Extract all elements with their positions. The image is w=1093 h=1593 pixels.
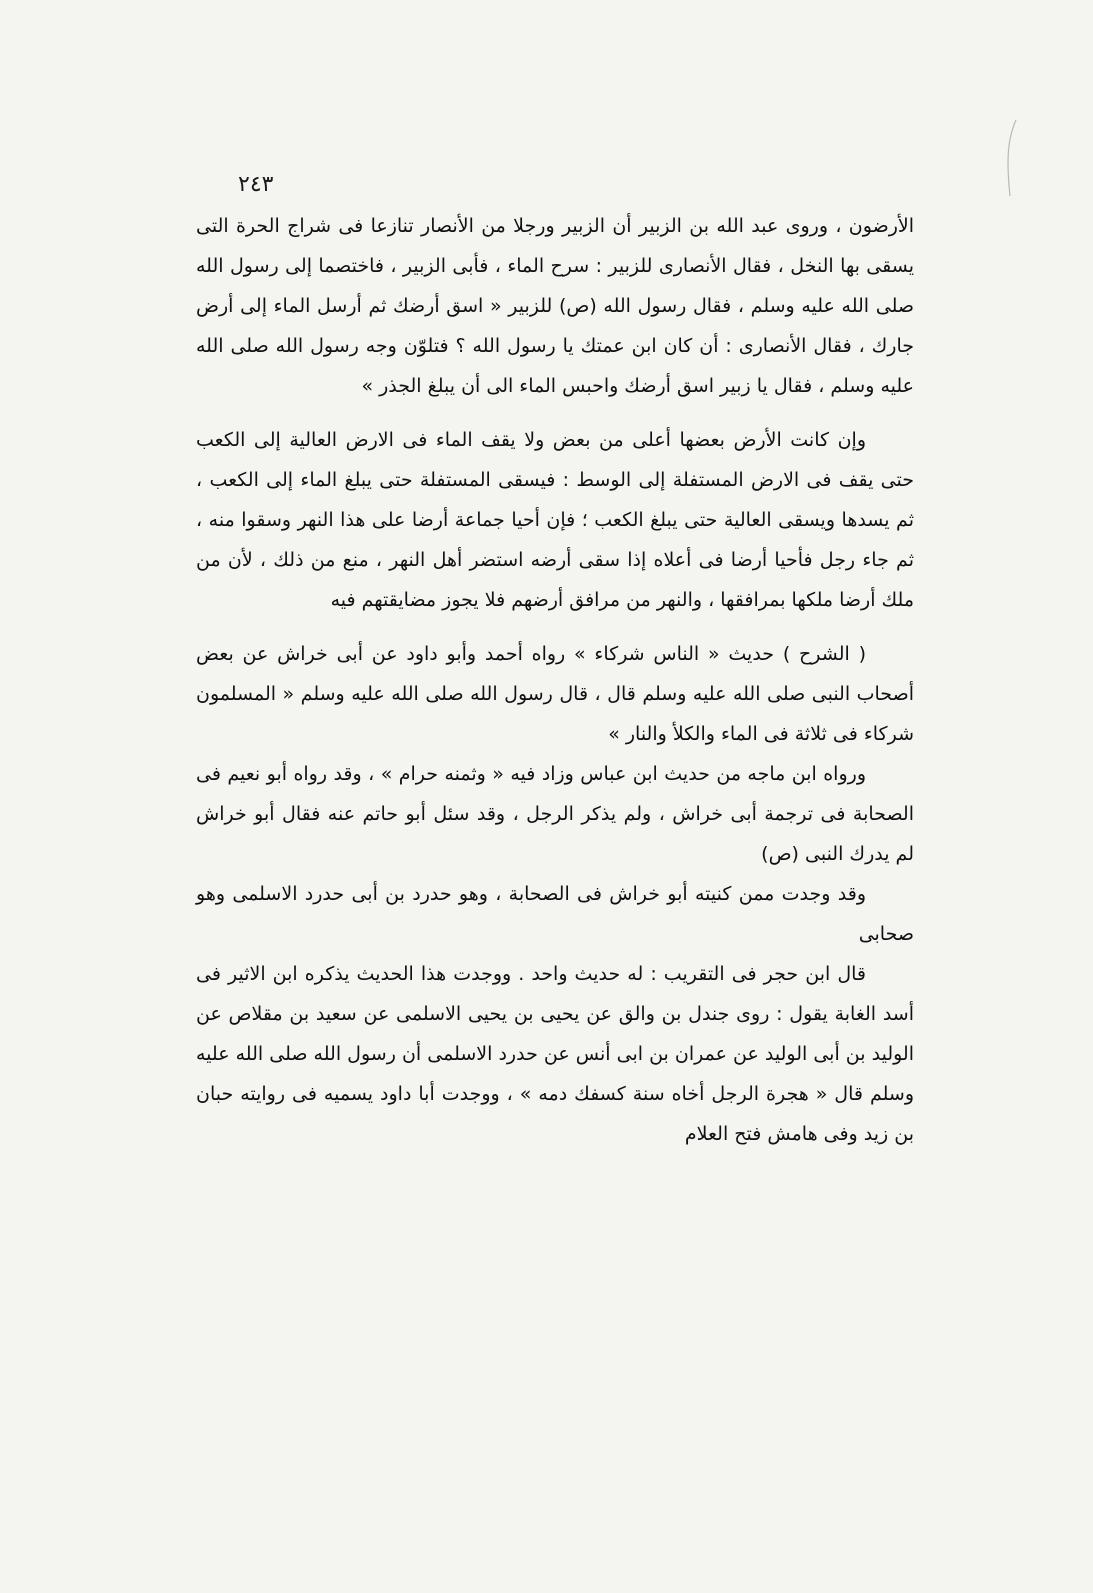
paragraph-2: وإن كانت الأرض بعضها أعلى من بعض ولا يقف الماء فى الارض العالية إلى الكعب حتى يقف فى الارض المستفلة إلى الوسط : فيسقى المستفلة حتى يبلغ الماء إلى الكعب ، ثم يسدها ويسقى العالية حتى يبلغ الكعب ؛ فإن أحيا جماعة أرضا على هذا النهر وسقوا منه ، ثم جاء رجل فأحيا أرضا فى أعلاه إذا سقى أرضه استضر أهل النهر ، منع من ذلك ، لأن من ملك أرضا ملكها بمرافقها ، والنهر من مرافق أرضهم فلا يجوز مضايقتهم فيه <box>196 429 914 611</box>
text-body <box>196 206 914 1154</box>
paragraph-6: قال ابن حجر فى التقريب : له حديث واحد . ووجدت هذا الحديث يذكره ابن الاثير فى أسد الغابة يقول : روى جندل بن والق عن يحيى بن يحيى الاسلمى عن سعيد بن مقلاص عن الوليد بن أبى الوليد عن عمران بن ابى أنس عن حدرد الاسلمى أن رسول الله صلى الله عليه وسلم قال « هجرة الرجل أخاه سنة كسفك دمه » ، ووجدت أبا داود يسميه فى روايته حبان بن زيد وفى هامش فتح العلام <box>196 963 914 1145</box>
paragraph-5: وقد وجدت ممن كنيته أبو خراش فى الصحابة ، وهو حدرد بن أبى حدرد الاسلمى وهو صحابى <box>196 883 914 945</box>
margin-pencil-mark <box>1004 118 1018 198</box>
paragraph-4: ورواه ابن ماجه من حديث ابن عباس وزاد فيه « وثمنه حرام » ، وقد رواه أبو نعيم فى الصحابة فى ترجمة أبى خراش ، ولم يذكر الرجل ، وقد سئل أبو حاتم عنه فقال أبو خراش لم يدرك النبى (ص) <box>196 763 914 865</box>
paragraph-1: الأرضون ، وروى عبد الله بن الزبير أن الزبير ورجلا من الأنصار تنازعا فى شراج الحرة التى يسقى بها النخل ، فقال الأنصارى للزبير : سرح الماء ، فأبى الزبير ، فاختصما إلى رسول الله صلى الله عليه وسلم ، فقال رسول الله (ص) للزبير « اسق أرضك ثم أرسل الماء إلى أرض جارك ، فقال الأنصارى : أن كان ابن عمتك يا رسول الله ؟ فتلوّن وجه رسول الله صلى الله عليه وسلم ، فقال يا زبير اسق أرضك واحبس الماء الى أن يبلغ الجذر » <box>196 215 914 397</box>
paragraph-3: ( الشرح ) حديث « الناس شركاء » رواه أحمد وأبو داود عن أبى خراش عن بعض أصحاب النبى صلى الله عليه وسلم قال ، قال رسول الله صلى الله عليه وسلم « المسلمون شركاء فى ثلاثة فى الماء والكلأ والنار » <box>196 643 914 745</box>
page-number: ٢٤٣ <box>238 172 274 197</box>
